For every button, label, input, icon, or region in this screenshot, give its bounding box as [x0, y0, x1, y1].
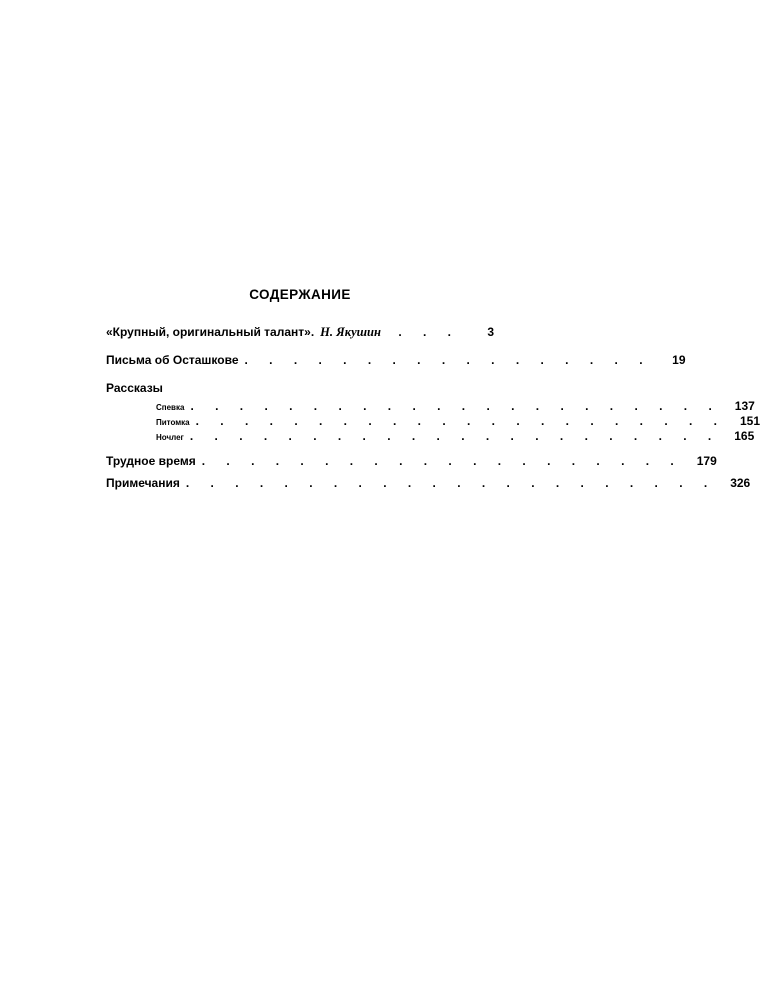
- toc-entry-introduction[interactable]: [106, 325, 494, 343]
- toc-entry-notes[interactable]: [106, 476, 751, 494]
- toc-leader-dots: . . . . . . . . . . . . . . . . . . . .: [201, 454, 683, 468]
- toc-page-number: 179: [696, 454, 717, 468]
- toc-entry-author: Н. Якушин: [320, 325, 381, 339]
- toc-entry-title: Ночлег: [156, 433, 184, 442]
- toc-entry-letters[interactable]: [106, 353, 686, 371]
- toc-page-number: 165: [734, 429, 755, 443]
- toc-leader-dots: . . . . . . . . . . . . . . . . . . . . . .: [190, 399, 721, 413]
- toc-page-number: 326: [730, 476, 751, 490]
- toc-page-number: 19: [672, 353, 686, 367]
- toc-entry-nochleg[interactable]: [106, 429, 755, 444]
- toc-entry-title: «Крупный, оригинальный талант».: [106, 325, 315, 339]
- page-title: СОДЕРЖАНИЕ: [249, 287, 351, 302]
- toc-entry-title: Письма об Осташкове: [106, 353, 239, 367]
- toc-leader-dots: . . .: [398, 325, 460, 339]
- toc-entry-title: Питомка: [156, 418, 190, 427]
- toc-page-number: 151: [739, 414, 760, 428]
- toc-leader-dots: . . . . . . . . . . . . . . . . .: [244, 353, 652, 367]
- toc-entry-spevka[interactable]: [106, 399, 755, 414]
- toc-entry-title: Трудное время: [106, 454, 196, 468]
- toc-entry-hard-times[interactable]: [106, 454, 717, 472]
- toc-section-stories: [106, 381, 494, 399]
- toc-section-title: Рассказы: [106, 381, 163, 395]
- toc-entry-pitomka[interactable]: [106, 414, 760, 429]
- toc-page-number: 3: [487, 325, 494, 339]
- toc-entry-title: Примечания: [106, 476, 180, 490]
- toc-leader-dots: . . . . . . . . . . . . . . . . . . . . . .: [185, 476, 717, 490]
- toc-entry-title: Спевка: [156, 403, 185, 412]
- table-of-contents: [106, 325, 760, 494]
- toc-leader-dots: . . . . . . . . . . . . . . . . . . . . . .: [195, 414, 727, 428]
- toc-leader-dots: . . . . . . . . . . . . . . . . . . . . . .: [189, 429, 721, 443]
- toc-page-number: 137: [734, 399, 755, 413]
